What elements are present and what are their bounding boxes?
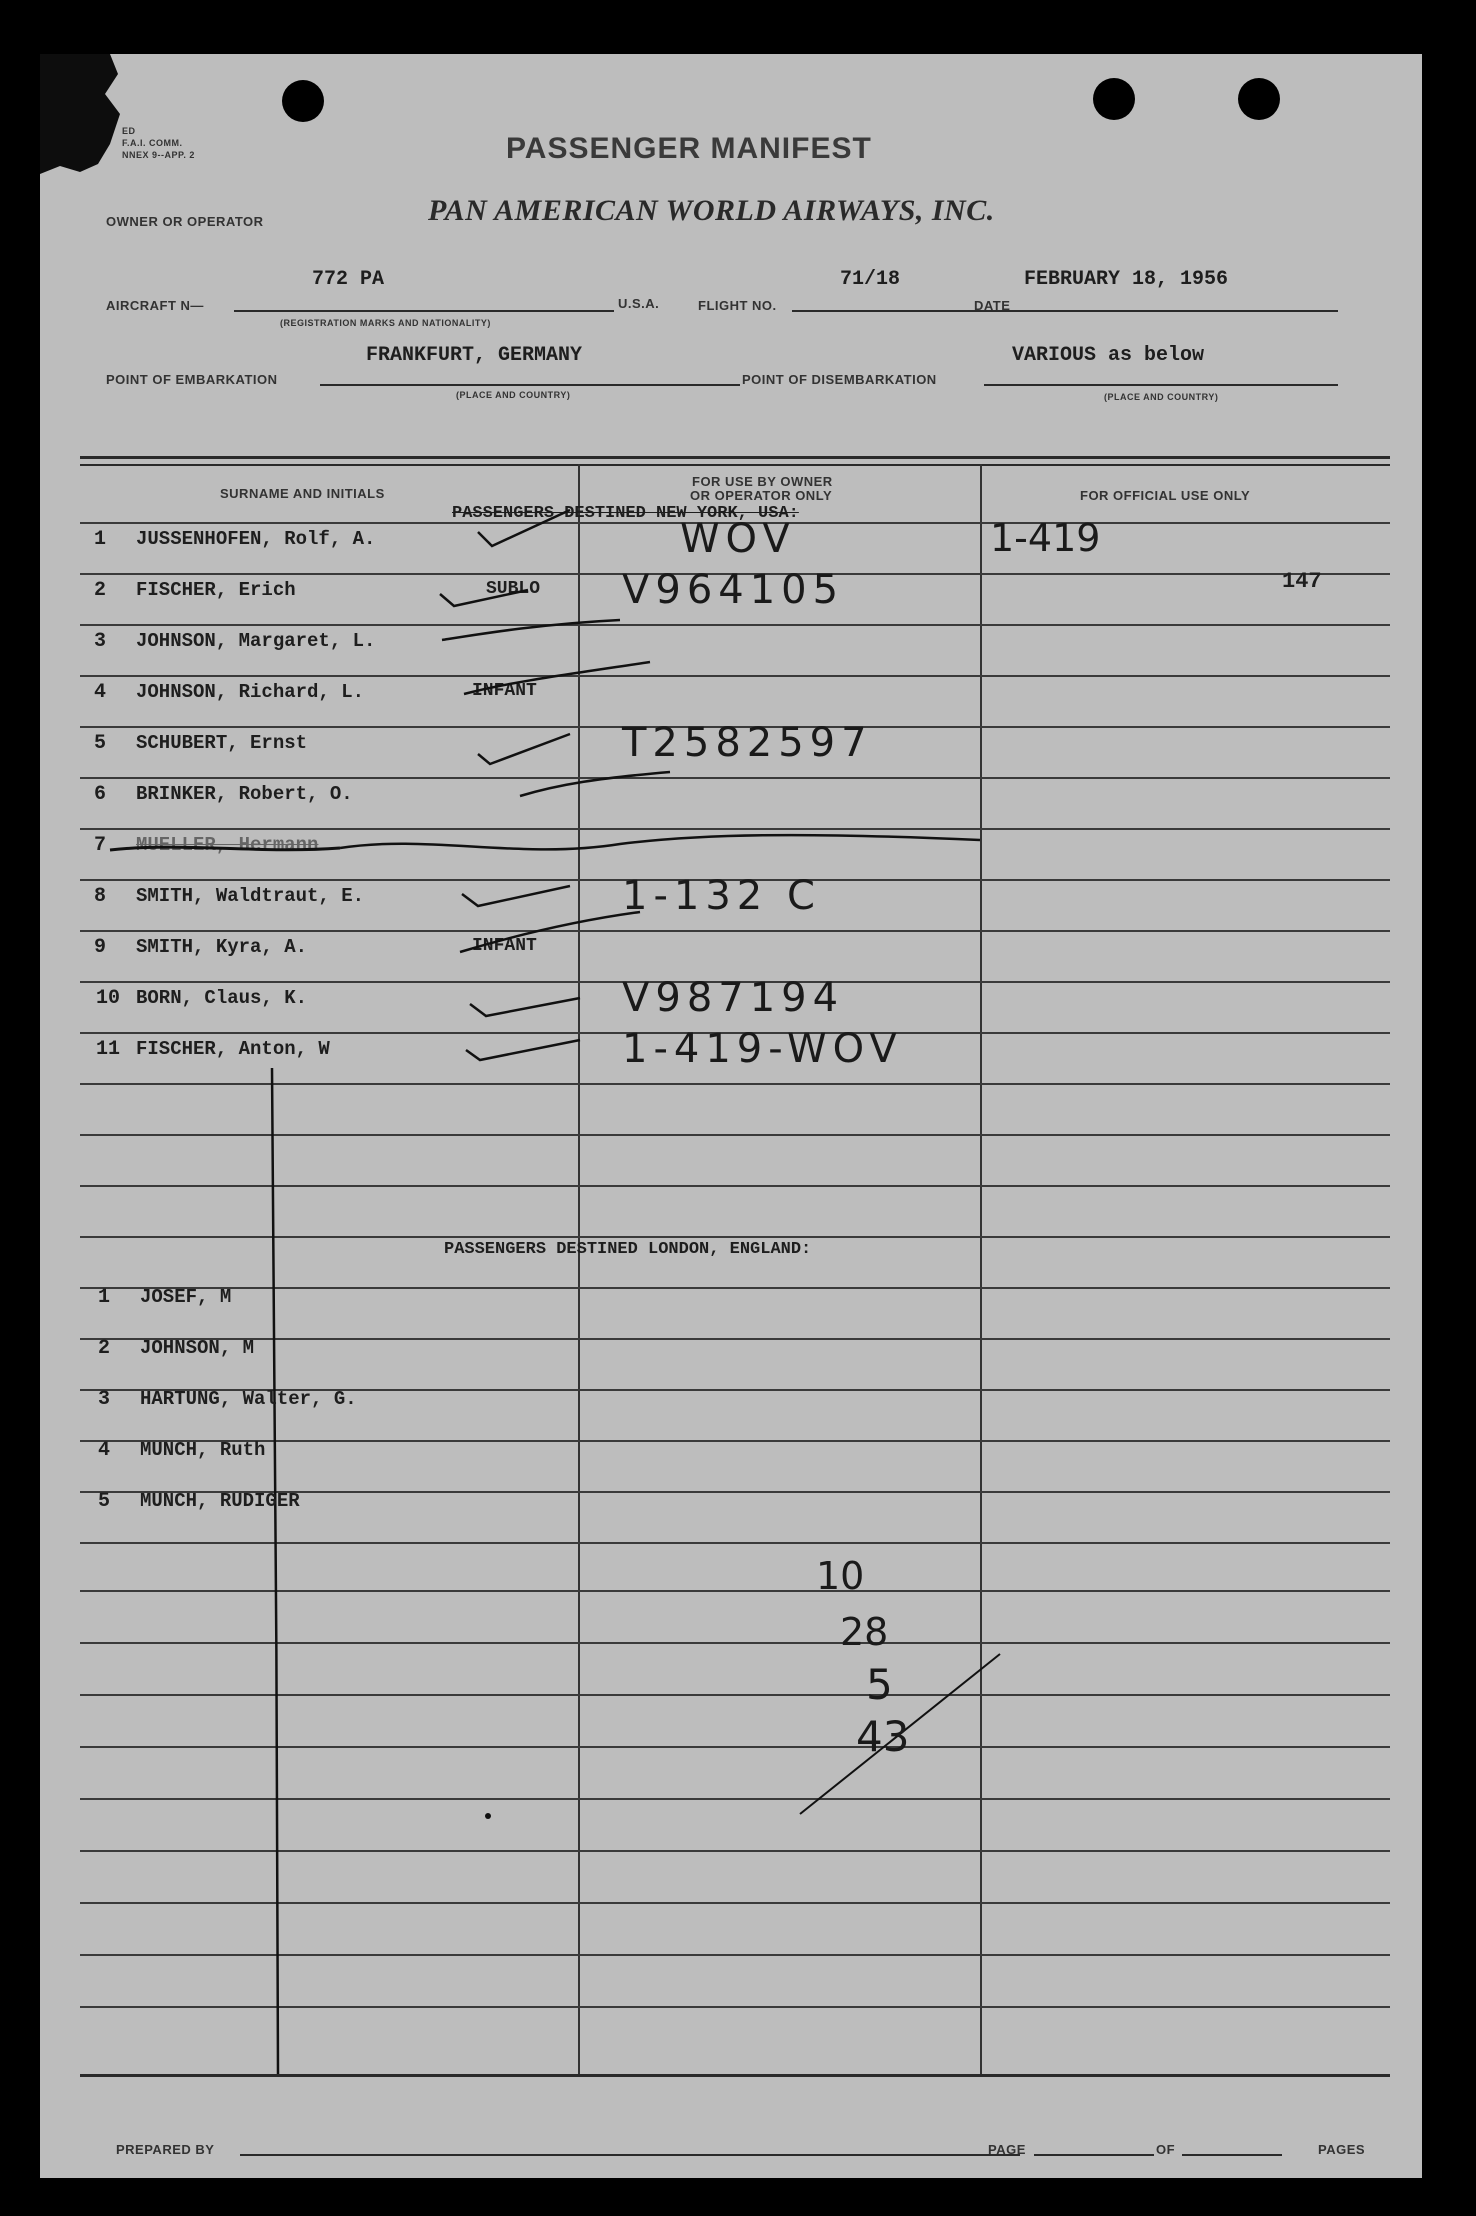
- embarkation-sublabel: (PLACE AND COUNTRY): [456, 390, 571, 400]
- aircraft-label: AIRCRAFT N—: [106, 298, 204, 313]
- ny-passenger-name: MUELLER, Hermann: [136, 834, 319, 856]
- london-passenger-number: 3: [98, 1388, 111, 1411]
- ny-passenger-name: BORN, Claus, K.: [136, 987, 308, 1009]
- handwritten-checkmarks: [40, 54, 1422, 2178]
- ny-passenger-number: 7: [94, 834, 107, 857]
- london-passenger-number: 5: [98, 1490, 111, 1513]
- london-passenger-name: MUNCH, Ruth: [140, 1439, 266, 1461]
- ny-passenger-number: 9: [94, 936, 107, 959]
- col-header-surname: SURNAME AND INITIALS: [220, 486, 385, 501]
- official-use-entry: 147: [1282, 569, 1322, 594]
- ny-passenger-name: BRINKER, Robert, O.: [136, 783, 353, 805]
- stamp-line-2: F.A.I. COMM.: [122, 138, 183, 148]
- col-header-owner-1: FOR USE BY OWNER: [692, 474, 833, 489]
- ny-passenger-number: 8: [94, 885, 107, 908]
- flight-value: 71/18: [840, 268, 901, 291]
- stamp-line-1: ED: [122, 126, 136, 136]
- ny-passenger-name: JUSSENHOFEN, Rolf, A.: [136, 528, 376, 550]
- operator-name: PAN AMERICAN WORLD AIRWAYS, INC.: [428, 194, 995, 227]
- ny-passenger-name: FISCHER, Erich: [136, 579, 296, 601]
- ny-passenger-note: INFANT: [472, 936, 537, 956]
- ny-passenger-name: FISCHER, Anton, W: [136, 1038, 330, 1060]
- ny-passenger-number: 11: [96, 1038, 121, 1061]
- london-passenger-number: 4: [98, 1439, 111, 1462]
- disembarkation-sublabel: (PLACE AND COUNTRY): [1104, 392, 1219, 402]
- owner-use-handwritten: V964105: [622, 567, 845, 613]
- ny-passenger-note: SUBLO: [486, 579, 541, 599]
- date-label: DATE: [974, 298, 1011, 313]
- ny-passenger-name: SMITH, Waldtraut, E.: [136, 885, 365, 907]
- col-header-owner-2: OR OPERATOR ONLY: [690, 488, 833, 503]
- london-passenger-number: 1: [98, 1286, 111, 1309]
- owner-use-handwritten: V987194: [622, 975, 845, 1021]
- usa-label: U.S.A.: [618, 296, 660, 311]
- london-passenger-name: JOHNSON, M: [140, 1337, 255, 1359]
- london-passenger-name: HARTUNG, Walter, G.: [140, 1388, 357, 1410]
- date-value: FEBRUARY 18, 1956: [1024, 268, 1229, 291]
- owner-use-handwritten: 1-419-WOV: [622, 1026, 903, 1072]
- embarkation-label: POINT OF EMBARKATION: [106, 372, 278, 387]
- manifest-page: [40, 54, 1422, 2178]
- tally-4: 43: [856, 1712, 910, 1761]
- ny-passenger-name: JOHNSON, Richard, L.: [136, 681, 365, 703]
- ny-passenger-number: 6: [94, 783, 107, 806]
- flight-label: FLIGHT NO.: [698, 298, 777, 313]
- ny-passenger-number: 3: [94, 630, 107, 653]
- owner-use-handwritten: 1-132 C: [622, 873, 821, 919]
- official-use-entry: 1-419: [990, 516, 1101, 560]
- footer-top-rule: [80, 2074, 1390, 2077]
- ny-passenger-number: 4: [94, 681, 107, 704]
- ny-passenger-name: SMITH, Kyra, A.: [136, 936, 308, 958]
- london-passenger-name: JOSEF, M: [140, 1286, 232, 1308]
- ny-passenger-note: INFANT: [472, 681, 537, 701]
- ny-passenger-number: 2: [94, 579, 107, 602]
- disembarkation-label: POINT OF DISEMBARKATION: [742, 372, 937, 387]
- tally-2: 28: [840, 1610, 889, 1654]
- london-passenger-number: 2: [98, 1337, 111, 1360]
- col-header-official: FOR OFFICIAL USE ONLY: [1080, 488, 1251, 503]
- ny-passenger-name: JOHNSON, Margaret, L.: [136, 630, 376, 652]
- ny-passenger-number: 10: [96, 987, 121, 1010]
- registration-sublabel: (REGISTRATION MARKS AND NATIONALITY): [280, 318, 491, 328]
- ny-passenger-name: SCHUBERT, Ernst: [136, 732, 308, 754]
- tally-3: 5: [866, 1660, 893, 1709]
- page-underline: [1034, 2154, 1154, 2156]
- page-label: PAGE: [988, 2142, 1026, 2157]
- aircraft-value: 772 PA: [312, 268, 385, 291]
- of-label: OF: [1156, 2142, 1176, 2157]
- embarkation-value: FRANKFURT, GERMANY: [366, 344, 583, 367]
- ny-passenger-number: 5: [94, 732, 107, 755]
- ny-section-heading: PASSENGERS DESTINED NEW YORK, USA:: [452, 504, 799, 523]
- owner-use-handwritten: T2582597: [622, 720, 873, 766]
- ny-passenger-number: 1: [94, 528, 107, 551]
- owner-use-handwritten: WOV: [680, 516, 796, 562]
- owner-label: OWNER OR OPERATOR: [106, 214, 264, 229]
- stamp-line-3: NNEX 9--APP. 2: [122, 150, 195, 160]
- tally-1: 10: [816, 1554, 865, 1598]
- pages-label: PAGES: [1318, 2142, 1366, 2157]
- manifest-title: PASSENGER MANIFEST: [506, 132, 872, 165]
- disembarkation-value: VARIOUS as below: [1012, 344, 1205, 367]
- london-passenger-name: MUNCH, RUDIGER: [140, 1490, 300, 1512]
- of-underline: [1182, 2154, 1282, 2156]
- london-section-heading: PASSENGERS DESTINED LONDON, ENGLAND:: [444, 1240, 812, 1259]
- prepared-by-underline: [240, 2154, 1020, 2156]
- prepared-by-label: PREPARED BY: [116, 2142, 215, 2157]
